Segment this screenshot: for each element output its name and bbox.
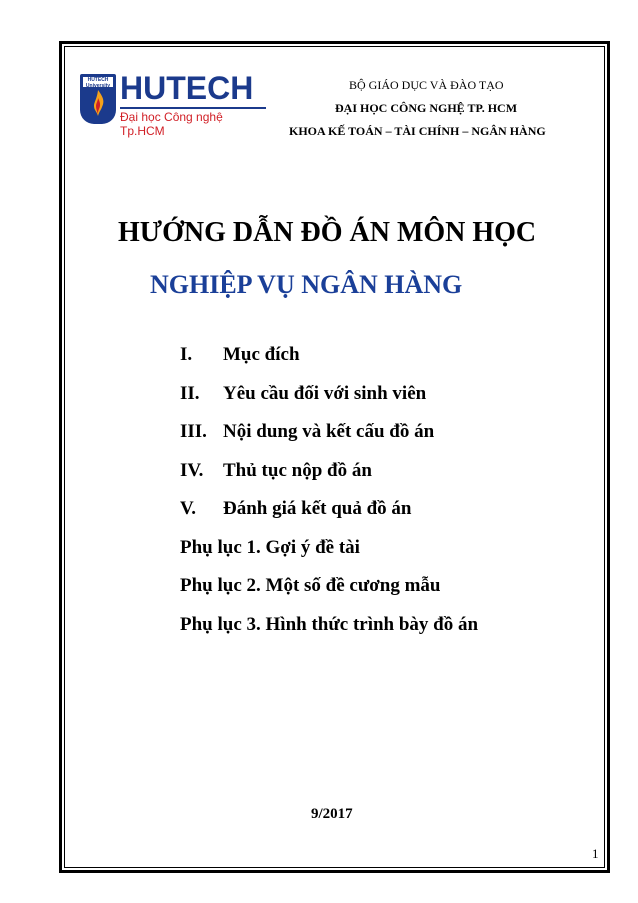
toc-text: Nội dung và kết cấu đồ án (223, 421, 435, 442)
toc-text: Phụ lục 3. Hình thức trình bày đồ án (180, 613, 479, 635)
document-subtitle: NGHIỆP VỤ NGÂN HÀNG (150, 270, 463, 299)
faculty-name: KHOA KẾ TOÁN – TÀI CHÍNH – NGÂN HÀNG (289, 124, 546, 138)
toc-text: Mục đích (223, 344, 300, 365)
toc-appendix (180, 575, 478, 614)
logo-underline (120, 107, 266, 109)
toc-number: V. (180, 498, 197, 519)
toc-text: Thủ tục nộp đồ án (223, 459, 372, 481)
toc-item (180, 421, 478, 460)
toc-item (180, 498, 478, 537)
logo-name: HUTECH (120, 70, 254, 106)
toc-text: Phụ lục 2. Một số đề cương mẫu (180, 575, 441, 596)
document-title: HƯỚNG DẪN ĐỒ ÁN MÔN HỌC (118, 217, 537, 248)
university-name: ĐẠI HỌC CÔNG NGHỆ TP. HCM (335, 101, 518, 115)
toc-text: Phụ lục 1. Gợi ý đề tài (180, 536, 360, 558)
page-number: 1 (592, 846, 599, 861)
toc-appendix (180, 537, 478, 576)
ministry-name: BỘ GIÁO DỤC VÀ ĐÀO TẠO (349, 78, 504, 92)
toc-number: II. (180, 382, 200, 404)
toc-appendix (180, 614, 478, 653)
toc-text: Đánh giá kết quả đồ án (223, 498, 412, 519)
toc-text: Yêu cầu đối với sinh viên (223, 382, 427, 404)
toc-item (180, 344, 478, 383)
toc-item (180, 460, 478, 499)
flame-icon (89, 90, 107, 116)
toc-number: III. (180, 421, 207, 442)
hutech-logo (80, 70, 266, 138)
toc-number: IV. (180, 459, 204, 481)
table-of-contents (180, 344, 478, 652)
toc-number: I. (180, 344, 193, 365)
toc-item (180, 383, 478, 422)
shield-text: HUTECH University (83, 77, 113, 87)
document-date: 9/2017 (311, 806, 353, 822)
shield-icon (80, 74, 116, 124)
logo-tagline: Đại học Công nghệ Tp.HCM (120, 110, 223, 138)
